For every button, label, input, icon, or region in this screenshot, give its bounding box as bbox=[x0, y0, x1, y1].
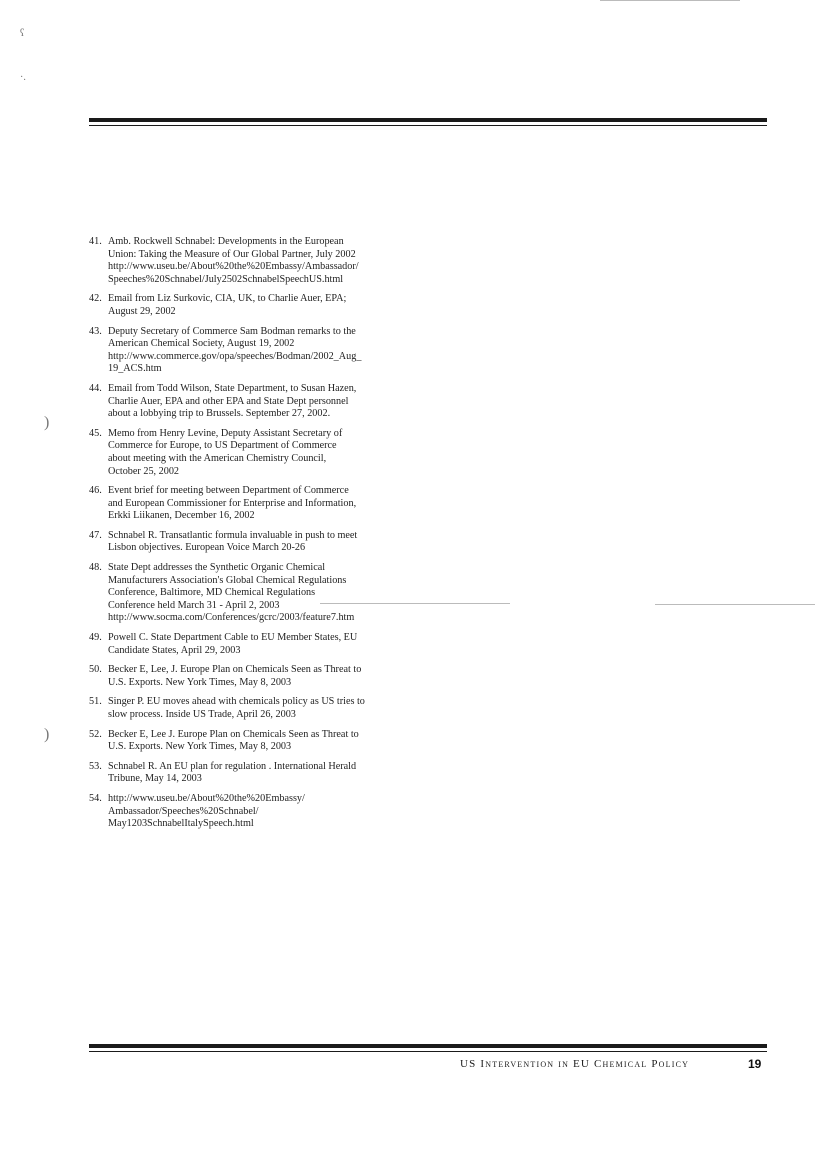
endnote-line: U.S. Exports. New York Times, May 8, 2003 bbox=[108, 676, 292, 688]
endnote-line: http://www.commerce.gov/opa/speeches/Bodman/2002_Aug_ bbox=[108, 350, 362, 362]
endnote-text bbox=[108, 326, 379, 376]
endnote-line: Speeches%20Schnabel/July2502SchnabelSpeechUS.html bbox=[108, 273, 344, 285]
endnote-number: 53. bbox=[89, 760, 102, 772]
endnote-item bbox=[89, 485, 379, 523]
endnote-line: Schnabel R. An EU plan for regulation . International Herald bbox=[108, 760, 357, 772]
endnote-number: 52. bbox=[89, 728, 102, 740]
endnote-number: 41. bbox=[89, 236, 102, 247]
endnote-number: 48. bbox=[89, 562, 102, 574]
endnote-item bbox=[89, 428, 379, 478]
endnote-line: Erkki Liikanen, December 16, 2002 bbox=[108, 510, 255, 522]
endnote-text bbox=[108, 428, 379, 478]
scan-mark: ʕ bbox=[20, 28, 25, 39]
endnote-item bbox=[89, 729, 379, 754]
endnote-line: Manufacturers Association's Global Chemical Regulations bbox=[108, 574, 347, 586]
top-rule-thick bbox=[89, 118, 767, 122]
endnote-line: Ambassador/Speeches%20Schnabel/ bbox=[108, 805, 259, 817]
endnote-item bbox=[89, 632, 379, 657]
scan-line bbox=[600, 0, 740, 1]
endnote-line: American Chemical Society, August 19, 2002 bbox=[108, 338, 295, 350]
endnote-line: Memo from Henry Levine, Deputy Assistant Secretary of bbox=[108, 427, 343, 439]
endnote-item bbox=[89, 761, 379, 786]
endnote-line: 19_ACS.htm bbox=[108, 363, 162, 375]
endnote-line: and European Commissioner for Enterprise and Information, bbox=[108, 497, 357, 509]
endnote-line: about meeting with the American Chemistry Council, bbox=[108, 452, 327, 464]
endnote-line: http://www.useu.be/About%20the%20Embassy/Ambassador/ bbox=[108, 261, 359, 273]
endnote-line: about a lobbying trip to Brussels. September 27, 2002. bbox=[108, 408, 331, 420]
endnote-line: Union: Taking the Measure of Our Global Partner, July 2002 bbox=[108, 248, 356, 260]
endnote-number: 49. bbox=[89, 632, 102, 644]
bottom-rule-thick bbox=[89, 1044, 767, 1048]
scan-mark: ) bbox=[44, 414, 50, 431]
endnote-line: Email from Liz Surkovic, CIA, UK, to Charlie Auer, EPA; bbox=[108, 293, 347, 305]
scan-mark: ) bbox=[44, 726, 50, 743]
top-rule-thin bbox=[89, 125, 767, 126]
scan-mark: ·. bbox=[20, 72, 26, 83]
running-footer-title: US Intervention in EU Chemical Policy bbox=[460, 1058, 690, 1070]
endnote-item bbox=[89, 530, 379, 555]
endnote-line: May1203SchnabelItalySpeech.html bbox=[108, 818, 254, 830]
endnote-line: http://www.socma.com/Conferences/gcrc/2003/feature7.htm bbox=[108, 612, 355, 624]
endnote-line: Candidate States, April 29, 2003 bbox=[108, 644, 241, 656]
endnote-item bbox=[89, 696, 379, 721]
endnote-number: 45. bbox=[89, 427, 102, 439]
endnote-line: slow process. Inside US Trade, April 26, 2003 bbox=[108, 709, 296, 720]
endnote-line: Commerce for Europe, to US Department of Commerce bbox=[108, 440, 337, 452]
endnote-line: Becker E, Lee J. Europe Plan on Chemicals Seen as Threat to bbox=[108, 728, 359, 740]
endnote-number: 54. bbox=[89, 792, 102, 804]
scan-line bbox=[655, 604, 815, 605]
endnote-text bbox=[108, 562, 379, 625]
endnote-line: Deputy Secretary of Commerce Sam Bodman remarks to the bbox=[108, 325, 356, 337]
endnote-text bbox=[108, 485, 379, 523]
endnote-line: U.S. Exports. New York Times, May 8, 2003 bbox=[108, 741, 292, 753]
bottom-rule-thin bbox=[89, 1051, 767, 1052]
endnote-item bbox=[89, 293, 379, 318]
endnote-number: 47. bbox=[89, 529, 102, 541]
endnote-line: Lisbon objectives. European Voice March 20-26 bbox=[108, 542, 306, 554]
endnote-item bbox=[89, 383, 379, 421]
endnote-text bbox=[108, 664, 379, 689]
endnote-text bbox=[108, 293, 379, 318]
endnote-line: Schnabel R. Transatlantic formula invaluable in push to meet bbox=[108, 529, 358, 541]
endnote-number: 51. bbox=[89, 696, 102, 708]
endnote-text bbox=[108, 793, 379, 831]
endnote-item bbox=[89, 236, 379, 286]
endnote-text bbox=[108, 729, 379, 754]
endnote-item bbox=[89, 793, 379, 831]
page-number: 19 bbox=[748, 1057, 762, 1071]
endnote-number: 46. bbox=[89, 485, 102, 497]
endnote-item bbox=[89, 326, 379, 376]
endnote-number: 44. bbox=[89, 382, 102, 394]
endnote-line: Becker E, Lee, J. Europe Plan on Chemicals Seen as Threat to bbox=[108, 664, 362, 676]
endnote-text bbox=[108, 761, 379, 786]
endnotes-list bbox=[89, 236, 379, 838]
endnote-number: 43. bbox=[89, 325, 102, 337]
endnote-item bbox=[89, 664, 379, 689]
endnote-text bbox=[108, 383, 379, 421]
endnote-line: Conference held March 31 - April 2, 2003 bbox=[108, 599, 280, 611]
endnote-line: Charlie Auer, EPA and other EPA and State Dept personnel bbox=[108, 395, 349, 407]
endnote-text bbox=[108, 632, 379, 657]
endnote-line: Tribune, May 14, 2003 bbox=[108, 773, 202, 785]
endnote-line: Powell C. State Department Cable to EU Member States, EU bbox=[108, 632, 358, 644]
endnote-line: Singer P. EU moves ahead with chemicals policy as US tries to bbox=[108, 696, 365, 708]
endnote-line: Email from Todd Wilson, State Department, to Susan Hazen, bbox=[108, 382, 357, 394]
endnote-item bbox=[89, 562, 379, 625]
endnote-number: 42. bbox=[89, 293, 102, 305]
endnote-line: Event brief for meeting between Department of Commerce bbox=[108, 485, 349, 497]
endnote-line: Conference, Baltimore, MD Chemical Regulations bbox=[108, 587, 316, 599]
endnote-line: Amb. Rockwell Schnabel: Developments in the European bbox=[108, 236, 344, 247]
endnote-line: State Dept addresses the Synthetic Organic Chemical bbox=[108, 562, 326, 574]
endnote-line: October 25, 2002 bbox=[108, 465, 180, 477]
endnote-text bbox=[108, 236, 379, 286]
endnote-number: 50. bbox=[89, 664, 102, 676]
endnote-line: August 29, 2002 bbox=[108, 305, 176, 317]
endnote-line: http://www.useu.be/About%20the%20Embassy/ bbox=[108, 792, 305, 804]
endnote-text bbox=[108, 696, 379, 721]
endnote-text bbox=[108, 530, 379, 555]
